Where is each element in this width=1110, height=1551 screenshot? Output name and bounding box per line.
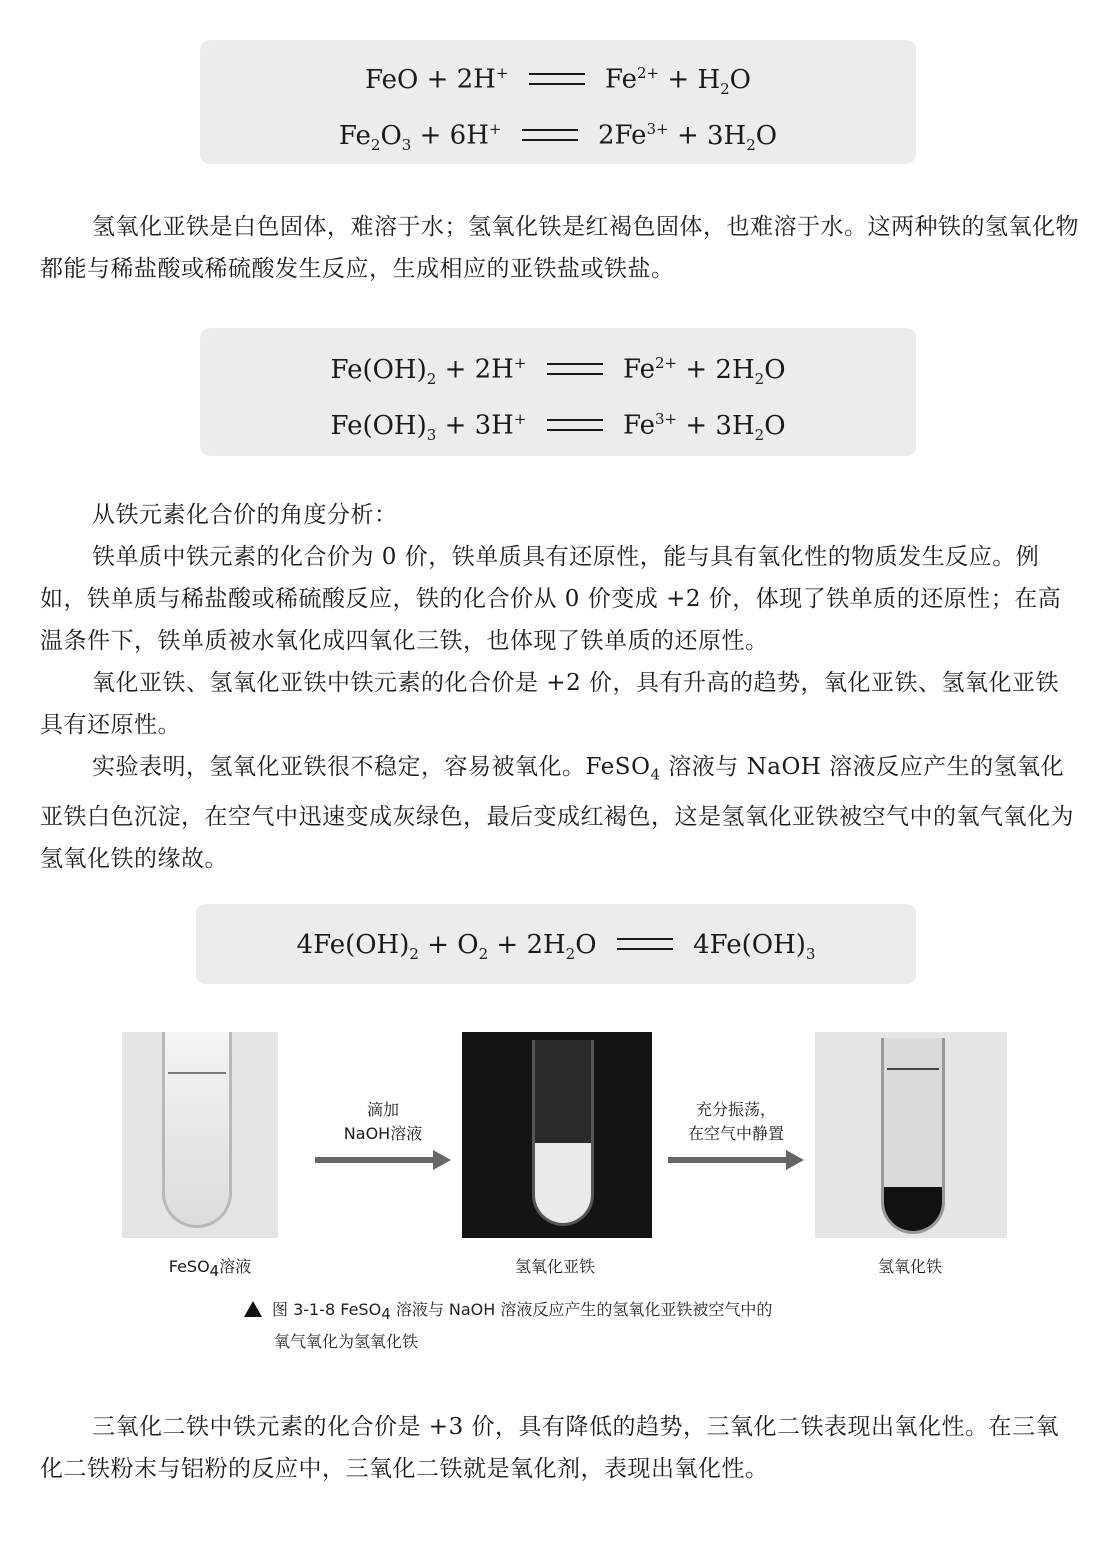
reactant: $Fe(OH)_2$ — [330, 354, 437, 388]
plus-sign: + — [426, 64, 449, 95]
reactant: $O_2$ — [457, 930, 489, 964]
reactant: $Fe_2O_3$ — [338, 120, 412, 154]
arrow-label: 滴加 — [366, 1100, 399, 1119]
plus-sign: + — [667, 64, 690, 95]
figure-caption-line2: 氧气氧化为氢氧化铁 — [274, 1332, 419, 1352]
triangle-icon — [244, 1301, 262, 1317]
equals-sign — [617, 938, 673, 950]
plus-sign: + — [444, 354, 467, 385]
photo-caption-ferric-hydroxide: 氢氧化铁 — [877, 1257, 942, 1276]
photo-feso4-solution — [122, 1032, 278, 1238]
reactant: $Fe(OH)_3$ — [330, 410, 437, 444]
photo-caption-ferrous-hydroxide: 氢氧化亚铁 — [514, 1257, 595, 1276]
reactant: 6H+ — [449, 120, 502, 151]
equation-feo-acid — [200, 58, 916, 104]
reactant: 2H+ — [474, 354, 527, 385]
reactant: FeO — [364, 64, 419, 95]
equation-feoh2-acid — [200, 348, 916, 394]
product: $4Fe(OH)_3$ — [693, 930, 816, 964]
reactant: $4Fe(OH)_2$ — [296, 930, 419, 964]
reactant: $2H_2O$ — [526, 930, 597, 964]
equation-box-1 — [200, 40, 916, 164]
product: $2Fe^{3+}$ — [598, 120, 669, 151]
arrow-label: 充分振荡， — [695, 1100, 776, 1119]
equation-feoh3-acid — [200, 404, 916, 450]
equation-feoh2-oxidation — [196, 930, 916, 969]
equals-sign — [522, 129, 578, 141]
right-arrow-icon — [668, 1154, 804, 1166]
product: $Fe^{3+}$ — [622, 410, 678, 441]
product: $Fe^{2+}$ — [604, 64, 660, 95]
arrow-label: 在空气中静置 — [687, 1124, 784, 1143]
step-arrow-shake — [668, 1098, 804, 1166]
figure-caption: 图 3-1-8 FeSO$_4$ 溶液与 NaOH 溶液反应产生的氢氧化亚铁被空气中的 氧气氧化为氢氧化铁 — [244, 1296, 944, 1356]
product: $H_2O$ — [697, 64, 751, 98]
product: $3H_2O$ — [715, 410, 786, 444]
paragraph-experiment: 实验表明，氢氧化亚铁很不稳定，容易被氧化。FeSO$_4$ 溶液与 NaOH 溶液反应产生的氢氧化亚铁白色沉淀，在空气中迅速变成灰绿色，最后变成红褐色，这是氢氧化亚铁被空气中的氧气氧化为氢氧化铁的缘故。 — [40, 754, 1074, 872]
experiment-figure — [0, 1028, 1110, 1281]
product: $2H_2O$ — [715, 354, 786, 388]
paragraph-ferrous-reducing: 氧化亚铁、氢氧化亚铁中铁元素的化合价是 +2 价，具有升高的趋势，氧化亚铁、氢氧化亚铁具有还原性。 — [40, 670, 1060, 738]
plus-sign: + — [419, 120, 442, 151]
plus-sign: + — [444, 410, 467, 441]
test-tube-icon — [532, 1040, 594, 1226]
product: $3H_2O$ — [707, 120, 778, 154]
photo-caption-feso4: FeSO$_4$溶液 — [168, 1257, 252, 1281]
plus-sign: + — [685, 354, 708, 385]
photo-ferric-hydroxide — [815, 1032, 1007, 1238]
photo-ferrous-hydroxide — [462, 1032, 652, 1238]
product: $Fe^{2+}$ — [622, 354, 678, 385]
paragraph-hydroxides: 氢氧化亚铁是白色固体，难溶于水；氢氧化铁是红褐色固体，也难溶于水。这两种铁的氢氧化物都能与稀盐酸或稀硫酸发生反应，生成相应的亚铁盐或铁盐。 — [40, 214, 1079, 282]
test-tube-icon — [162, 1032, 232, 1228]
plus-sign: + — [427, 930, 449, 960]
right-arrow-icon — [315, 1154, 451, 1166]
equation-box-3 — [196, 904, 916, 984]
paragraph-valence-intro: 从铁元素化合价的角度分析： — [92, 502, 398, 528]
plus-sign: + — [676, 120, 699, 151]
paragraph-iron-reducing: 铁单质中铁元素的化合价为 0 价，铁单质具有还原性，能与具有氧化性的物质发生反应。例如，铁单质与稀盐酸或稀硫酸反应，铁的化合价从 0 价变成 +2 价，体现了铁单质的还原性；在高温条件下，铁单质被水氧化成四氧化三铁，也体现了铁单质的还原性。 — [40, 544, 1062, 654]
reactant: 3H+ — [474, 410, 527, 441]
step-arrow-add-naoh — [315, 1098, 451, 1166]
plus-sign: + — [496, 930, 519, 960]
equals-sign — [529, 73, 585, 85]
equals-sign — [547, 363, 603, 375]
equation-box-2 — [200, 328, 916, 456]
reactant: 2H+ — [456, 64, 509, 95]
test-tube-icon — [881, 1038, 945, 1234]
plus-sign: + — [685, 410, 708, 441]
arrow-label: NaOH溶液 — [343, 1124, 423, 1143]
paragraph-ferric-oxide: 三氧化二铁中铁元素的化合价是 +3 价，具有降低的趋势，三氧化二铁表现出氧化性。在三氧化二铁粉末与铝粉的反应中，三氧化二铁就是氧化剂，表现出氧化性。 — [40, 1414, 1060, 1482]
equals-sign — [547, 419, 603, 431]
equation-fe2o3-acid — [200, 114, 916, 160]
